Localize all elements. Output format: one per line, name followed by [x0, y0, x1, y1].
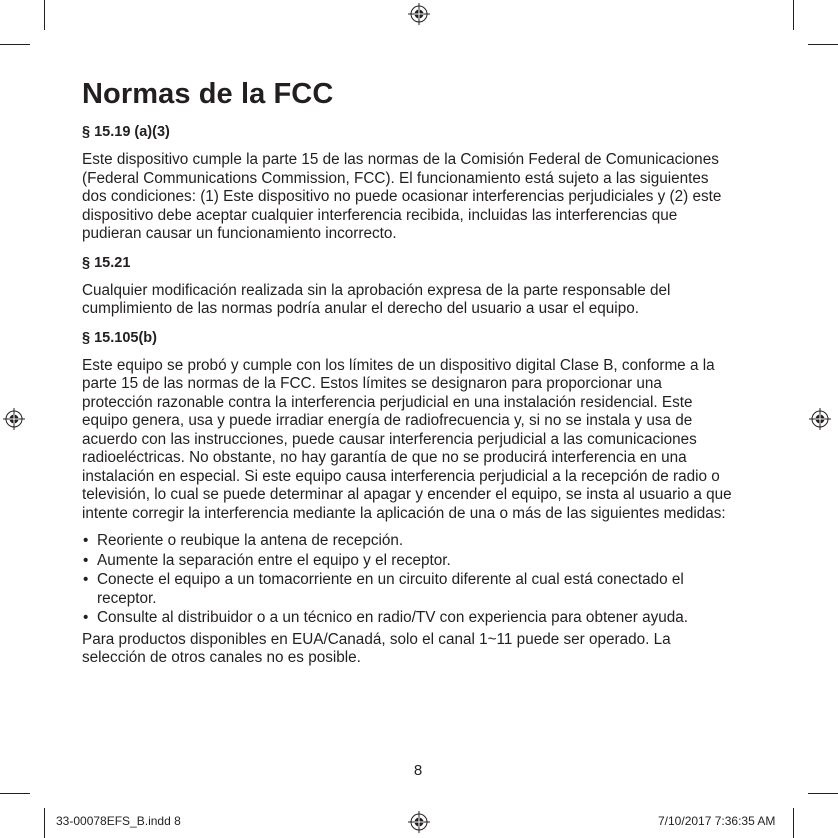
crop-mark-top-right-horizontal: [808, 44, 838, 45]
section-text-15-19: Este dispositivo cumple la parte 15 de las normas de la Comisión Federal de Comunicaciones (Federal Communications Commission, FCC). El funcionamiento está sujeto a las siguientes dos condiciones: (1) Este dispositivo no puede ocasionar interferencias perjudiciales y (2) este dispositivo debe aceptar cualquier interferencia recibida, incluidas las interferencias que pudieran causar un funcionamiento incorrecto.: [82, 151, 722, 242]
document-body: [82, 78, 732, 668]
crop-mark-top-left-horizontal: [0, 44, 30, 45]
list-item: • Consulte al distribuidor o a un técnico en radio/TV con experiencia para obtener ayuda.: [82, 609, 732, 628]
list-item: • Aumente la separación entre el equipo y el receptor.: [82, 552, 732, 571]
crop-mark-bottom-right-vertical: [793, 808, 794, 838]
section-text-15-21: Cualquier modificación realizada sin la aprobación expresa de la parte responsable del cumplimiento de las normas podría anular el derecho del usuario a usar el equipo.: [82, 281, 671, 317]
registration-mark-right-icon: [809, 408, 831, 430]
registration-mark-top-icon: [408, 3, 430, 25]
slug-filename: 33-00078EFS_B.indd 8: [56, 814, 181, 828]
slug-datetime: 7/10/2017 7:36:35 AM: [658, 814, 776, 828]
section-label-15-21: § 15.21: [82, 254, 131, 271]
page-number-value: 8: [413, 762, 423, 779]
crop-mark-top-left-vertical: [44, 0, 45, 30]
measures-list: [82, 532, 732, 628]
crop-mark-bottom-left-horizontal: [0, 793, 30, 794]
list-item: • Reoriente o reubique la antena de recepción.: [82, 532, 732, 551]
section-label-15-19: § 15.19 (a)(3): [82, 124, 170, 140]
registration-mark-left-icon: [3, 408, 25, 430]
page-number: [0, 762, 838, 779]
section-label-15-105b: § 15.105(b): [82, 329, 157, 346]
list-item: • Conecte el equipo a un tomacorriente en un circuito diferente al cual está conectado el receptor.: [82, 571, 732, 608]
section-text-15-105b: Este equipo se probó y cumple con los límites de un dispositivo digital Clase B, conforme a la parte 15 de las normas de la FCC. Estos límites se designaron para proporcionar una protección razonable contra la interferencia perjudicial en una instalación residencial. Este equipo genera, usa y puede irradiar energía de radiofrecuencia y, si no se instala y usa de acuerdo con las instrucciones, puede causar interferencia perjudicial a las comunicaciones radioeléctricas. No obstante, no hay garantía de que no se producirá interferencia en una instalación en especial. Si este equipo causa interferencia perjudicial a la recepción de radio o televisión, lo cual se puede determinar al apagar y encender el equipo, se insta al usuario a que intente corregir la interferencia mediante la aplicación de una o más de las siguientes medidas:: [82, 356, 732, 522]
crop-mark-bottom-right-horizontal: [808, 793, 838, 794]
crop-mark-bottom-left-vertical: [44, 808, 45, 838]
registration-mark-bottom-icon: [408, 811, 430, 833]
page-title: Normas de la FCC: [82, 78, 334, 110]
closing-note: Para productos disponibles en EUA/Canadá, solo el canal 1~11 puede ser operado. La selección de otros canales no es posible.: [82, 630, 671, 666]
crop-mark-top-right-vertical: [793, 0, 794, 30]
